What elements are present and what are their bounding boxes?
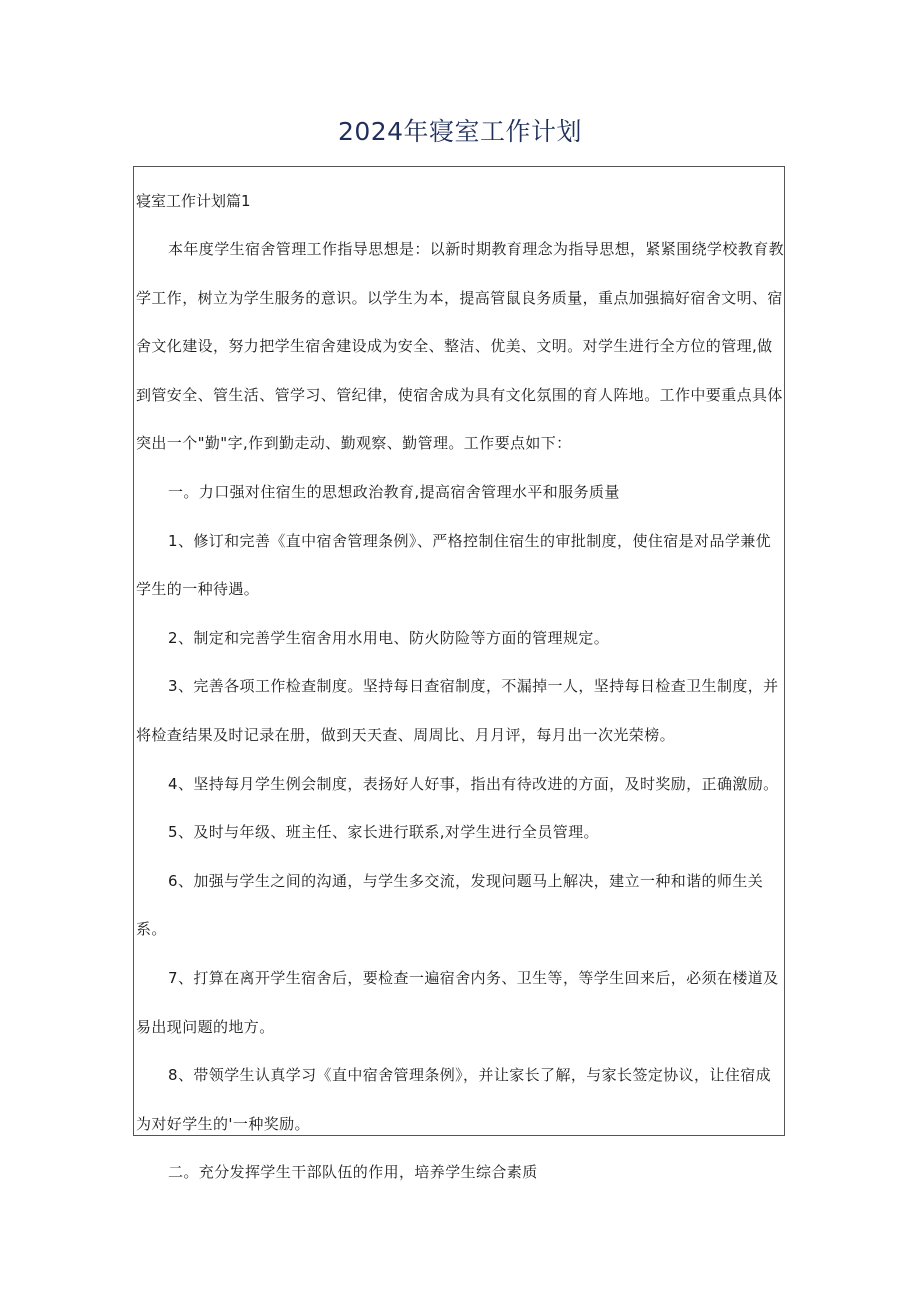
paragraph-item-4: 4、坚持每月学生例会制度，表扬好人好事，指出有待改进的方面，及时奖励，正确激励。 — [168, 774, 779, 793]
paragraph-heading-2: 二。充分发挥学生干部队伍的作用，培养学生综合素质 — [168, 1163, 538, 1182]
section-heading: 寝室工作计划篇1 — [136, 192, 251, 210]
document-body — [136, 225, 786, 1197]
paragraph-item-2: 2、制定和完善学生宿舍用水用电、防火防险等方面的管理规定。 — [168, 628, 610, 647]
paragraph-item-7: 7、打算在离开学生宿舍后，要检查一遍宿舍内务、卫生等，等学生回来后，必须在楼道及易出现问题的地方。 — [136, 968, 779, 1036]
paragraph-item-5: 5、及时与年级、班主任、家长进行联系,对学生进行全员管理。 — [168, 823, 599, 842]
paragraph-item-3: 3、完善各项工作检查制度。坚持每日查宿制度，不漏掉一人，坚持每日检查卫生制度，并将检查结果及时记录在册，做到天天查、周周比、月月评，每月出一次光荣榜。 — [136, 677, 779, 744]
paragraph-item-6: 6、加强与学生之间的沟通，与学生多交流，发现问题马上解决，建立一种和谐的师生关系。 — [136, 871, 764, 939]
document-title: 2024年寝室工作计划 — [337, 117, 583, 146]
paragraph-heading-1: 一。力口强对住宿生的思想政治教育,提高宿舍管理水平和服务质量 — [168, 482, 620, 501]
paragraph-item-1: 1、修订和完善《直中宿舍管理条例》、严格控制住宿生的审批制度，使住宿是对品学兼优学生的一种待遇。 — [136, 531, 772, 599]
paragraph-item-8: 8、带领学生认真学习《直中宿舍管理条例》，并让家长了解，与家长签定协议，让住宿成为对好学生的'一种奖励。 — [136, 1066, 772, 1133]
paragraph-guiding-principle: 本年度学生宿舍管理工作指导思想是：以新时期教育理念为指导思想，紧紧围绕学校教育教学工作，树立为学生服务的意识。以学生为本，提高管鼠良务质量，重点加强搞好宿舍文明、宿舍文化建设，努力把学生宿舍建设成为安全、整洁、优美、文明。对学生进行全方位的管理,做到管安全、管生活、管学习、管纪律，使宿舍成为具有文化氛围的育人阵地。工作中要重点具体突出一个"勤"字,作到勤走动、勤观察、勤管理。工作要点如下： — [136, 240, 785, 453]
